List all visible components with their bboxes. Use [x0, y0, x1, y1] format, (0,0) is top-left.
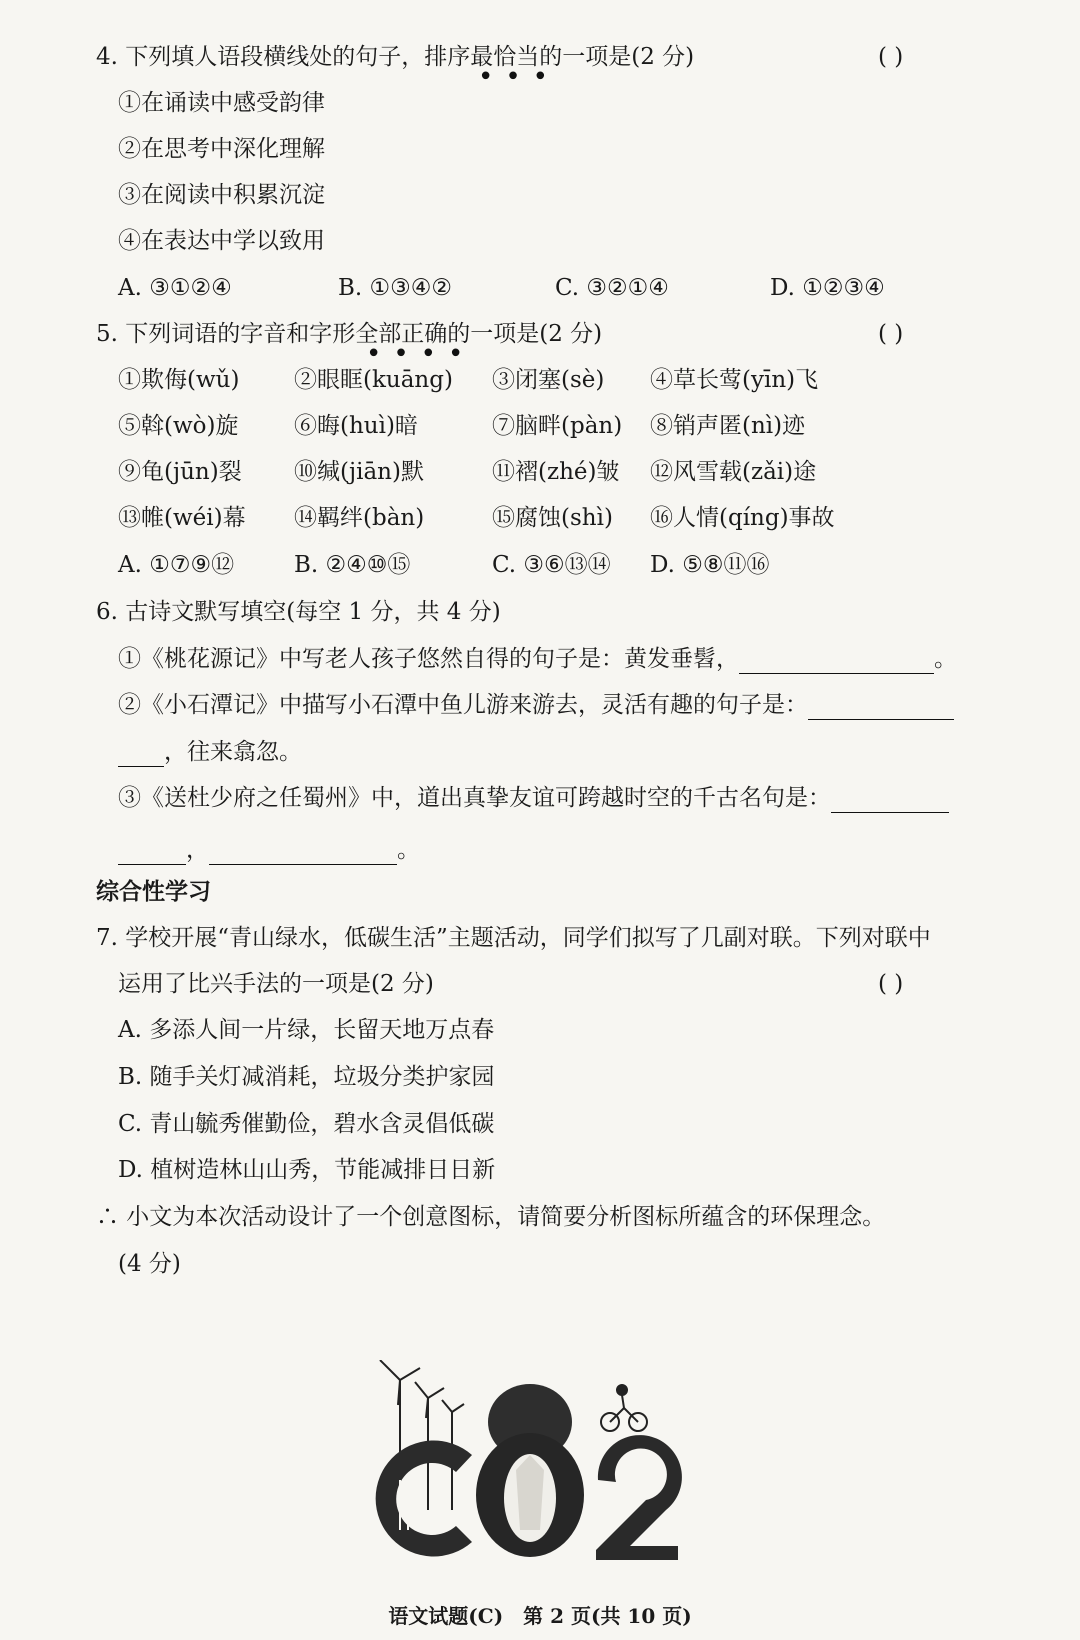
q5-word: ⑥晦(huì)暗	[294, 413, 418, 439]
q6-line-1-text: ①《桃花源记》中写老人孩子悠然自得的句子是：黄发垂髫，	[118, 646, 739, 672]
q7-answer-paren[interactable]: ( )	[878, 971, 904, 997]
q8-score: (4 分)	[118, 1251, 181, 1277]
section-heading: 综合性学习	[96, 878, 211, 905]
q5-word: ①欺侮(wǔ)	[118, 367, 240, 393]
q4-item-1: ①在诵读中感受韵律	[118, 90, 325, 116]
q4-item-4: ④在表达中学以致用	[118, 228, 325, 254]
q6-line-3b-comma: ，	[186, 837, 209, 863]
q6-stem: 6. 古诗文默写填空(每空 1 分，共 4 分)	[96, 599, 501, 625]
q6-line-3	[118, 783, 949, 813]
q5-stem: 5. 下列词语的字音和字形全部正确的一项是(2 分)	[96, 321, 603, 347]
q5-option-a: A. ①⑦⑨⑫	[118, 552, 235, 578]
q5-word: ⑦脑畔(pàn)	[492, 413, 623, 439]
q5-option-d: D. ⑤⑧⑪⑯	[650, 552, 770, 578]
q6-line-3b	[118, 835, 420, 865]
q6-line-2b-text: ，往来翕忽。	[164, 739, 302, 765]
q5-word: ⑨龟(jūn)裂	[118, 459, 242, 485]
q4-item-3: ③在阅读中积累沉淀	[118, 182, 325, 208]
q5-word: ⑮腐蚀(shì)	[492, 505, 613, 531]
page-footer: 语文试题(C) 第 2 页(共 10 页)	[388, 1604, 692, 1628]
q5-word: ⑧销声匿(nì)迹	[650, 413, 806, 439]
q5-word: ⑤斡(wò)旋	[118, 413, 239, 439]
q5-word: ⑭羁绊(bàn)	[294, 505, 425, 531]
q5-word: ⑫风雪载(zǎi)途	[650, 459, 817, 485]
q4-option-d: D. ①②③④	[770, 275, 885, 301]
q6-blank-3a[interactable]	[831, 788, 949, 813]
q5-word: ⑬帷(wéi)幕	[118, 505, 246, 531]
q6-blank-2a[interactable]	[808, 695, 954, 720]
q5-option-b: B. ②④⑩⑮	[294, 552, 411, 578]
q5-word: ③闭塞(sè)	[492, 367, 605, 393]
q7-stem-2: 运用了比兴手法的一项是(2 分)	[118, 971, 434, 997]
q5-word: ②眼眶(kuāng)	[294, 367, 453, 393]
q4-stem: 4. 下列填人语段横线处的句子，排序最恰当的一项是(2 分)	[96, 44, 695, 70]
q4-option-b: B. ①③④②	[338, 275, 453, 301]
q5-answer-paren[interactable]: ( )	[878, 321, 904, 347]
digit-2-shape	[596, 1435, 682, 1560]
q7-option-b: B. 随手关灯减消耗，垃圾分类护家园	[118, 1064, 495, 1090]
q6-blank-3b[interactable]	[118, 840, 186, 865]
co2-eco-logo	[360, 1360, 720, 1560]
q4-answer-paren[interactable]: ( )	[878, 44, 904, 70]
q4-option-c: C. ③②①④	[555, 275, 669, 301]
q5-word: ④草长莺(yīn)飞	[650, 367, 819, 393]
q6-line-3-text: ③《送杜少府之任蜀州》中，道出真挚友谊可跨越时空的千古名句是：	[118, 785, 831, 811]
q6-line-2-text: ②《小石潭记》中描写小石潭中鱼儿游来游去，灵活有趣的句子是：	[118, 692, 808, 718]
q7-option-c: C. 青山毓秀催勤俭，碧水含灵倡低碳	[118, 1111, 495, 1137]
q6-blank-2b[interactable]	[118, 742, 164, 767]
q6-line-2b	[118, 737, 302, 767]
q4-item-2: ②在思考中深化理解	[118, 136, 325, 162]
q4-emphasis-dots: •••	[478, 62, 561, 92]
q7-option-a: A. 多添人间一片绿，长留天地万点春	[118, 1017, 495, 1043]
q8-stem: ∴ 小文为本次活动设计了一个创意图标，请简要分析图标所蕴含的环保理念。	[96, 1204, 886, 1230]
cyclist-icon	[601, 1385, 647, 1431]
q6-blank-3c[interactable]	[209, 840, 397, 865]
q5-word: ⑯人情(qíng)事故	[650, 505, 835, 531]
q6-line-3b-end: 。	[397, 837, 420, 863]
q5-word: ⑪褶(zhé)皱	[492, 459, 620, 485]
q7-stem-1: 7. 学校开展“青山绿水，低碳生活”主题活动，同学们拟写了几副对联。下列对联中	[96, 925, 931, 951]
q5-word: ⑩缄(jiān)默	[294, 459, 424, 485]
letter-c-shape	[376, 1441, 472, 1557]
q6-line-2	[118, 690, 954, 720]
q4-option-a: A. ③①②④	[118, 275, 232, 301]
q5-emphasis-dots: ••••	[366, 339, 476, 369]
q7-option-d: D. 植树造林山山秀，节能减排日日新	[118, 1157, 496, 1183]
q5-option-c: C. ③⑥⑬⑭	[492, 552, 611, 578]
q6-line-1-end: 。	[934, 646, 957, 672]
q6-blank-1[interactable]	[739, 649, 934, 674]
q6-line-1	[118, 644, 957, 674]
